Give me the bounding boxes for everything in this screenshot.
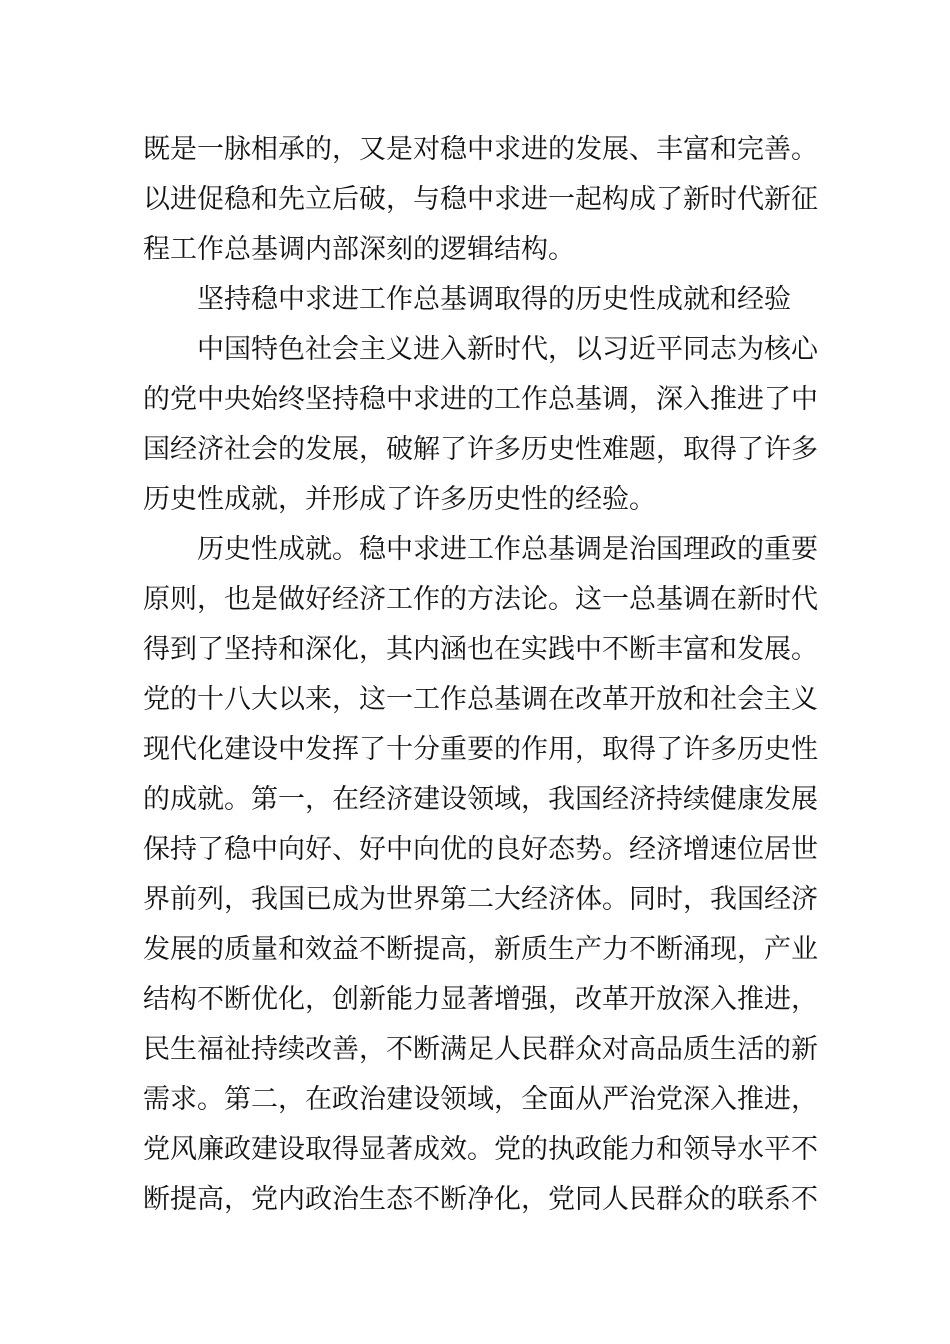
text-line: 发展的质量和效益不断提高，新质生产力不断涌现，产业 <box>143 934 818 965</box>
section-heading: 坚持稳中求进工作总基调取得的历史性成就和经验 <box>197 284 791 315</box>
text-line: 保持了稳中向好、好中向优的良好态势。经济增速位居世 <box>143 834 818 865</box>
text-line: 党的十八大以来，这一工作总基调在改革开放和社会主义 <box>143 684 818 715</box>
text-line: 得到了坚持和深化，其内涵也在实践中不断丰富和发展。 <box>143 634 818 665</box>
text-line: 中国特色社会主义进入新时代，以习近平同志为核心 <box>197 334 818 365</box>
text-line: 民生福祉持续改善，不断满足人民群众对高品质生活的新 <box>143 1034 818 1065</box>
text-line: 程工作总基调内部深刻的逻辑结构。 <box>143 234 575 265</box>
text-line: 断提高，党内政治生态不断净化，党同人民群众的联系不 <box>143 1184 818 1215</box>
text-line: 既是一脉相承的，又是对稳中求进的发展、丰富和完善。 <box>143 134 818 165</box>
text-line: 历史性成就，并形成了许多历史性的经验。 <box>143 484 656 515</box>
text-line: 党风廉政建设取得显著成效。党的执政能力和领导水平不 <box>143 1134 818 1165</box>
text-line: 需求。第二，在政治建设领域，全面从严治党深入推进， <box>143 1084 818 1115</box>
text-line: 界前列，我国已成为世界第二大经济体。同时，我国经济 <box>143 884 818 915</box>
text-line: 结构不断优化，创新能力显著增强，改革开放深入推进， <box>143 984 818 1015</box>
text-line: 以进促稳和先立后破，与稳中求进一起构成了新时代新征 <box>143 184 818 215</box>
text-line: 的成就。第一，在经济建设领域，我国经济持续健康发展 <box>143 784 818 815</box>
text-line: 国经济社会的发展，破解了许多历史性难题，取得了许多 <box>143 434 818 465</box>
text-line: 原则，也是做好经济工作的方法论。这一总基调在新时代 <box>143 584 818 615</box>
text-line: 历史性成就。稳中求进工作总基调是治国理政的重要 <box>197 534 818 565</box>
text-line: 现代化建设中发挥了十分重要的作用，取得了许多历史性 <box>143 734 818 765</box>
text-line: 的党中央始终坚持稳中求进的工作总基调，深入推进了中 <box>143 384 818 415</box>
